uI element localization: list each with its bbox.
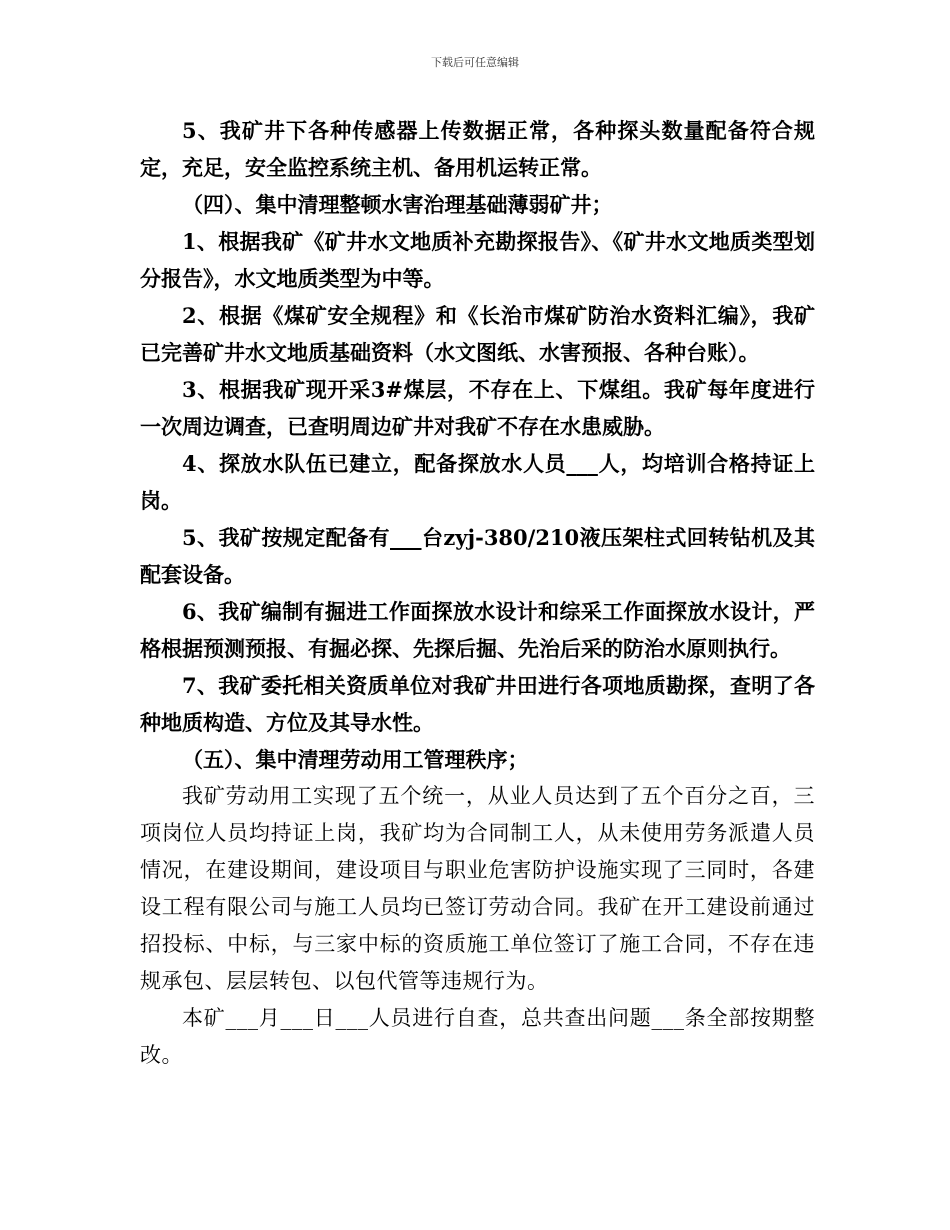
paragraph-hydrogeology-type: 1、根据我矿《矿井水文地质补充勘探报告》、《矿井水文地质类型划分报告》，水文地质类型为中等。 xyxy=(140,229,815,291)
paragraph-drainage-design: 6、我矿编制有掘进工作面探放水设计和综采工作面探放水设计，严格根据预测预报、有掘必探、先探后掘、先治后采的防治水原则执行。 xyxy=(140,599,815,661)
paragraph-drilling-equipment: 5、我矿按规定配备有___台zyj-380/210液压架柱式回转钻机及其配套设备。 xyxy=(140,525,815,587)
paragraph-coal-seam: 3、根据我矿现开采3#煤层，不存在上、下煤组。我矿每年度进行一次周边调查，已查明周边矿井对我矿不存在水患威胁。 xyxy=(140,377,815,439)
paragraph-labor-management: 我矿劳动用工实现了五个统一，从业人员达到了五个百分之百，三项岗位人员均持证上岗，我矿均为合同制工人，从未使用劳务派遣人员情况，在建设期间，建设项目与职业危害防护设施实现了三同时，各建设工程有限公司与施工人员均已签订劳动合同。我矿在开工建设前通过招投标、中标，与三家中标的资质施工单位签订了施工合同，不存在违规承包、层层转包、以包代管等违规行为。 xyxy=(140,784,815,993)
paragraph-regulations: 2、根据《煤矿安全规程》和《长治市煤矿防治水资料汇编》，我矿已完善矿井水文地质基础资料（水文图纸、水害预报、各种台账）。 xyxy=(140,303,815,365)
section-heading-5: （五）、集中清理劳动用工管理秩序； xyxy=(182,747,529,772)
paragraph-drainage-team: 4、探放水队伍已建立，配备探放水人员___人，均培训合格持证上岗。 xyxy=(140,451,815,513)
paragraph-geological-survey: 7、我矿委托相关资质单位对我矿井田进行各项地质勘探，查明了各种地质构造、方位及其导水性。 xyxy=(140,673,815,735)
paragraph-sensors: 5、我矿井下各种传感器上传数据正常，各种探头数量配备符合规定，充足，安全监控系统主机、备用机运转正常。 xyxy=(140,118,815,180)
document-body xyxy=(140,112,815,1074)
page-header: 下载后可任意编辑 xyxy=(431,56,519,69)
section-heading-4: （四）、集中清理整顿水害治理基础薄弱矿井； xyxy=(182,192,613,217)
paragraph-self-inspection: 本矿___月___日___人员进行自查，总共查出问题___条全部按期整改。 xyxy=(140,1006,815,1067)
